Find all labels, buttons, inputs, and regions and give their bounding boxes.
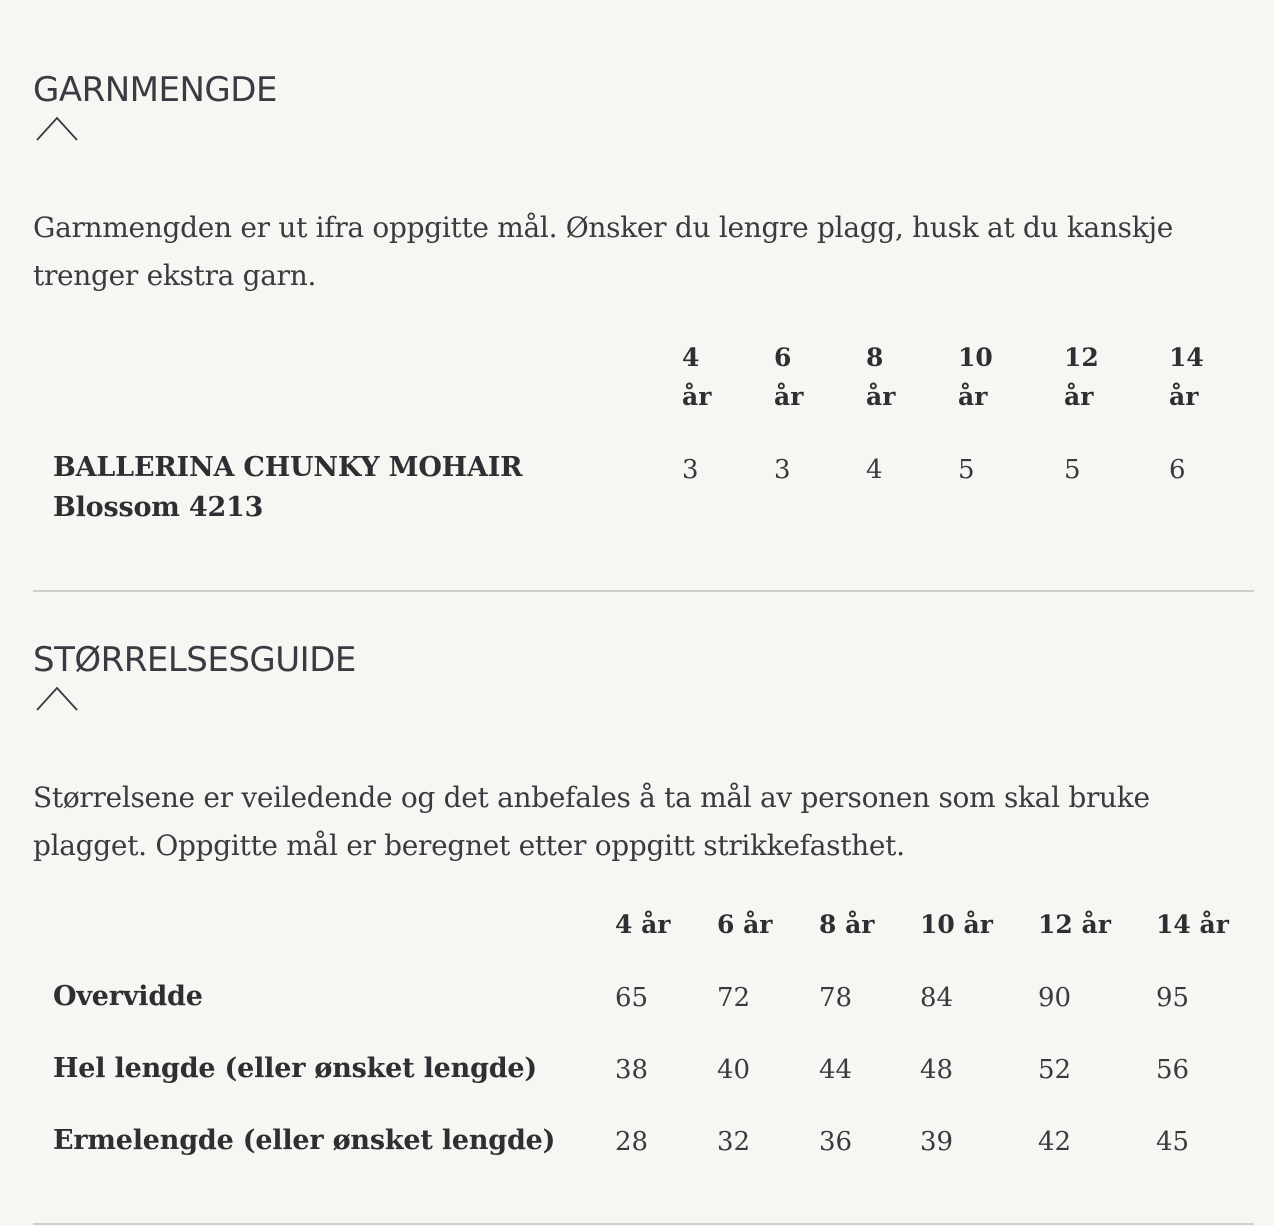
section-divider <box>33 590 1254 592</box>
size-header-10: 10 år <box>920 910 993 939</box>
table-cell: 6 <box>1169 455 1186 485</box>
table-cell: 4 <box>866 455 883 485</box>
table-cell: 44 <box>819 1055 853 1085</box>
table-cell: 32 <box>717 1127 751 1157</box>
table-cell: 48 <box>920 1055 954 1085</box>
table-cell: 5 <box>1064 455 1081 485</box>
size-guide-intro: Størrelsene er veiledende og det anbefales å ta mål av personen som skal bruke plagget. Oppgitte mål er beregnet etter oppgitt strikkefasthet. <box>33 781 1150 862</box>
size-header-10: 10 år <box>958 343 993 411</box>
yarn-amount-collapse-toggle[interactable] <box>35 114 79 142</box>
table-cell: 78 <box>819 983 853 1013</box>
yarn-amount-intro: Garnmengden er ut ifra oppgitte mål. Ønsker du lengre plagg, husk at du kanskje trenger ekstra garn. <box>33 211 1174 292</box>
table-cell: 42 <box>1038 1127 1072 1157</box>
table-cell: 65 <box>615 983 649 1013</box>
table-cell: 40 <box>717 1055 751 1085</box>
size-header-12: 12 år <box>1038 910 1111 939</box>
table-cell: 72 <box>717 983 751 1013</box>
section-divider <box>33 1223 1254 1225</box>
table-cell: 84 <box>920 983 954 1013</box>
chevron-up-icon <box>35 114 79 142</box>
size-header-8: 8 år <box>866 343 896 411</box>
size-guide-collapse-toggle[interactable] <box>35 684 79 712</box>
table-cell: 39 <box>920 1127 954 1157</box>
table-cell: 28 <box>615 1127 649 1157</box>
size-header-6: 6 år <box>774 343 804 411</box>
size-header-4: 4 år <box>682 343 712 411</box>
table-cell: 90 <box>1038 983 1072 1013</box>
table-row-label: BALLERINA CHUNKY MOHAIR Blossom 4213 <box>53 452 523 523</box>
table-cell: 52 <box>1038 1055 1072 1085</box>
table-cell: 56 <box>1156 1055 1190 1085</box>
table-row-label: Hel lengde (eller ønsket lengde) <box>53 1053 537 1084</box>
yarn-amount-title[interactable]: GARNMENGDE <box>33 70 277 110</box>
size-guide-section <box>33 640 1254 1200</box>
table-cell: 3 <box>774 455 791 485</box>
size-guide-title[interactable]: STØRRELSESGUIDE <box>33 640 356 680</box>
table-cell: 3 <box>682 455 699 485</box>
table-cell: 38 <box>615 1055 649 1085</box>
table-cell: 45 <box>1156 1127 1190 1157</box>
chevron-up-icon <box>35 684 79 712</box>
table-cell: 95 <box>1156 983 1190 1013</box>
size-header-14: 14 år <box>1169 343 1204 411</box>
size-header-4: 4 år <box>615 910 671 939</box>
size-header-12: 12 år <box>1064 343 1099 411</box>
table-row-label: Ermelengde (eller ønsket lengde) <box>53 1125 556 1156</box>
yarn-amount-section <box>33 70 1254 540</box>
size-header-8: 8 år <box>819 910 875 939</box>
table-cell: 5 <box>958 455 975 485</box>
table-cell: 36 <box>819 1127 853 1157</box>
size-header-6: 6 år <box>717 910 773 939</box>
size-header-14: 14 år <box>1156 910 1229 939</box>
table-row-label: Overvidde <box>53 981 203 1012</box>
